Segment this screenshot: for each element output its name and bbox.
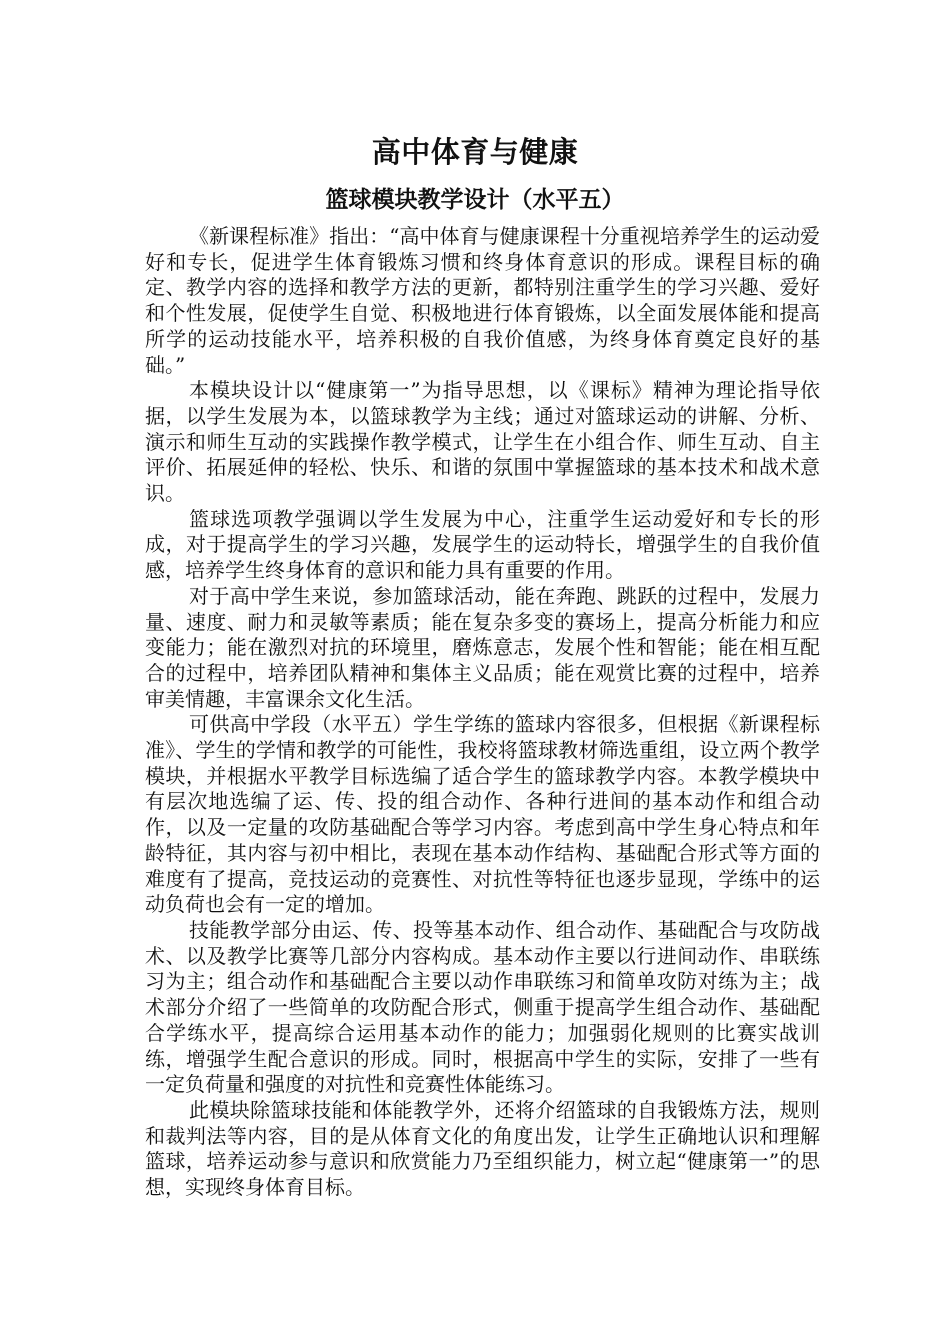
paragraph-3: 篮球选项教学强调以学生发展为中心，注重学生运动爱好和专长的形成，对于提高学生的学习兴趣，发展学生的运动特长，增强学生的自我价值感，培养学生终身体育的意识和能力具有重要的作用。	[145, 506, 820, 583]
paragraph-2: 本模块设计以“健康第一”为指导思想，以《课标》精神为理论指导依据，以学生发展为本，以篮球教学为主线；通过对篮球运动的讲解、分析、演示和师生互动的实践操作教学模式，让学生在小组合作、师生互动、自主评价、拓展延伸的轻松、快乐、和谐的氛围中掌握篮球的基本技术和战术意识。	[145, 378, 820, 506]
document-subtitle: 篮球模块教学设计（水平五）	[325, 186, 625, 213]
paragraph-6: 技能教学部分由运、传、投等基本动作、组合动作、基础配合与攻防战术、以及教学比赛等几部分内容构成。基本动作主要以行进间动作、串联练习为主；组合动作和基础配合主要以动作串联练习和简单攻防对练为主；战术部分介绍了一些简单的攻防配合形式，侧重于提高学生组合动作、基础配合学练水平，提高综合运用基本动作的能力；加强弱化规则的比赛实战训练，增强学生配合意识的形成。同时，根据高中学生的实际，安排了一些有一定负荷量和强度的对抗性和竞赛性体能练习。	[145, 917, 820, 1097]
paragraph-1: 《新课程标准》指出：“高中体育与健康课程十分重视培养学生的运动爱好和专长，促进学生体育锻炼习惯和终身体育意识的形成。课程目标的确定、教学内容的选择和教学方法的更新，都特别注重学生的学习兴趣、爱好和个性发展，促使学生自觉、积极地进行体育锻炼，以全面发展体能和提高所学的运动技能水平，培养积极的自我价值感，为终身体育奠定良好的基础。”	[145, 224, 820, 377]
paragraph-5: 可供高中学段（水平五）学生学练的篮球内容很多，但根据《新课程标准》、学生的学情和教学的可能性，我校将篮球教材筛选重组，设立两个教学模块，并根据水平教学目标选编了适合学生的篮球教学内容。本教学模块中有层次地选编了运、传、投的组合动作、各种行进间的基本动作和组合动作，以及一定量的攻防基础配合等学习内容。考虑到高中学生身心特点和年龄特征，其内容与初中相比，表现在基本动作结构、基础配合形式等方面的难度有了提高，竞技运动的竞赛性、对抗性等特征也逐步显现，学练中的运动负荷也会有一定的增加。	[145, 712, 820, 917]
document-title: 高中体育与健康	[371, 135, 579, 169]
paragraph-7: 此模块除篮球技能和体能教学外，还将介绍篮球的自我锻炼方法，规则和裁判法等内容，目的是从体育文化的角度出发，让学生正确地认识和理解篮球，培养运动参与意识和欣赏能力乃至组织能力，树立起“健康第一”的思想，实现终身体育目标。	[145, 1097, 820, 1200]
paragraph-4: 对于高中学生来说，参加篮球活动，能在奔跑、跳跃的过程中，发展力量、速度、耐力和灵敏等素质；能在复杂多变的赛场上，提高分析能力和应变能力；能在激烈对抗的环境里，磨炼意志，发展个性和智能；能在相互配合的过程中，培养团队精神和集体主义品质；能在观赏比赛的过程中，培养审美情趣，丰富课余文化生活。	[145, 583, 820, 711]
document-body	[145, 224, 820, 1201]
